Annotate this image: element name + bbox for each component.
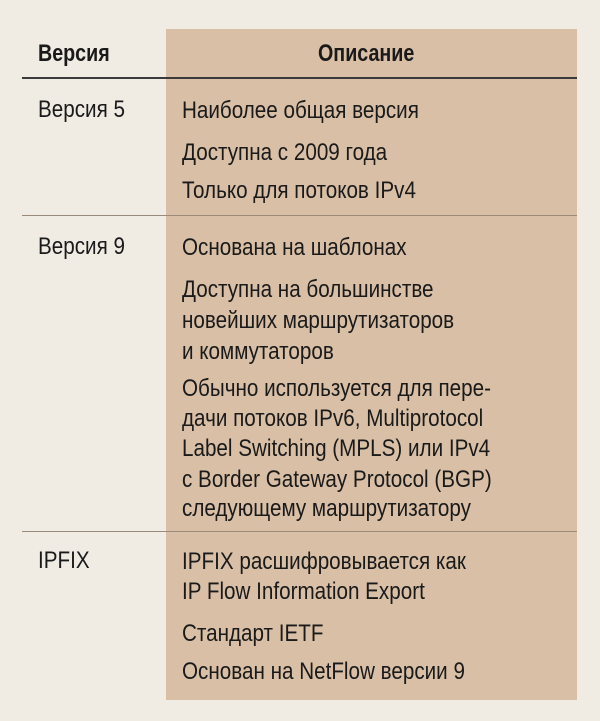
description-line: Только для потоков IPv4 xyxy=(182,177,416,204)
description-line: и коммутаторов xyxy=(182,338,334,365)
version-cell: IPFIX xyxy=(38,547,90,574)
description-line: Доступна на большинстве xyxy=(182,276,434,303)
row-divider xyxy=(22,215,577,216)
description-line: Доступна с 2009 года xyxy=(182,139,388,166)
version-cell: Версия 9 xyxy=(38,233,125,260)
header-version: Версия xyxy=(38,40,110,67)
description-line: Основан на NetFlow версии 9 xyxy=(182,658,465,685)
description-line: новейших маршрутизаторов xyxy=(182,307,455,334)
description-line: дачи потоков IPv6, Multiprotocol xyxy=(182,405,484,432)
description-line: с Border Gateway Protocol (BGP) xyxy=(182,466,492,493)
version-cell: Версия 5 xyxy=(38,96,125,123)
header-divider xyxy=(22,77,577,79)
description-line: Стандарт IETF xyxy=(182,620,324,647)
table-header xyxy=(0,29,577,78)
description-line: IPFIX расшифровывается как xyxy=(182,548,466,575)
description-line: Обычно используется для пере- xyxy=(182,375,491,402)
description-line: следующему маршрутизатору xyxy=(182,495,471,522)
description-line: Наиболее общая версия xyxy=(182,97,419,124)
description-line: Label Switching (MPLS) или IPv4 xyxy=(182,435,491,462)
description-line: Основана на шаблонах xyxy=(182,234,407,261)
header-description: Описание xyxy=(318,40,415,67)
description-line: IP Flow Information Export xyxy=(182,578,425,605)
row-divider xyxy=(22,531,577,532)
